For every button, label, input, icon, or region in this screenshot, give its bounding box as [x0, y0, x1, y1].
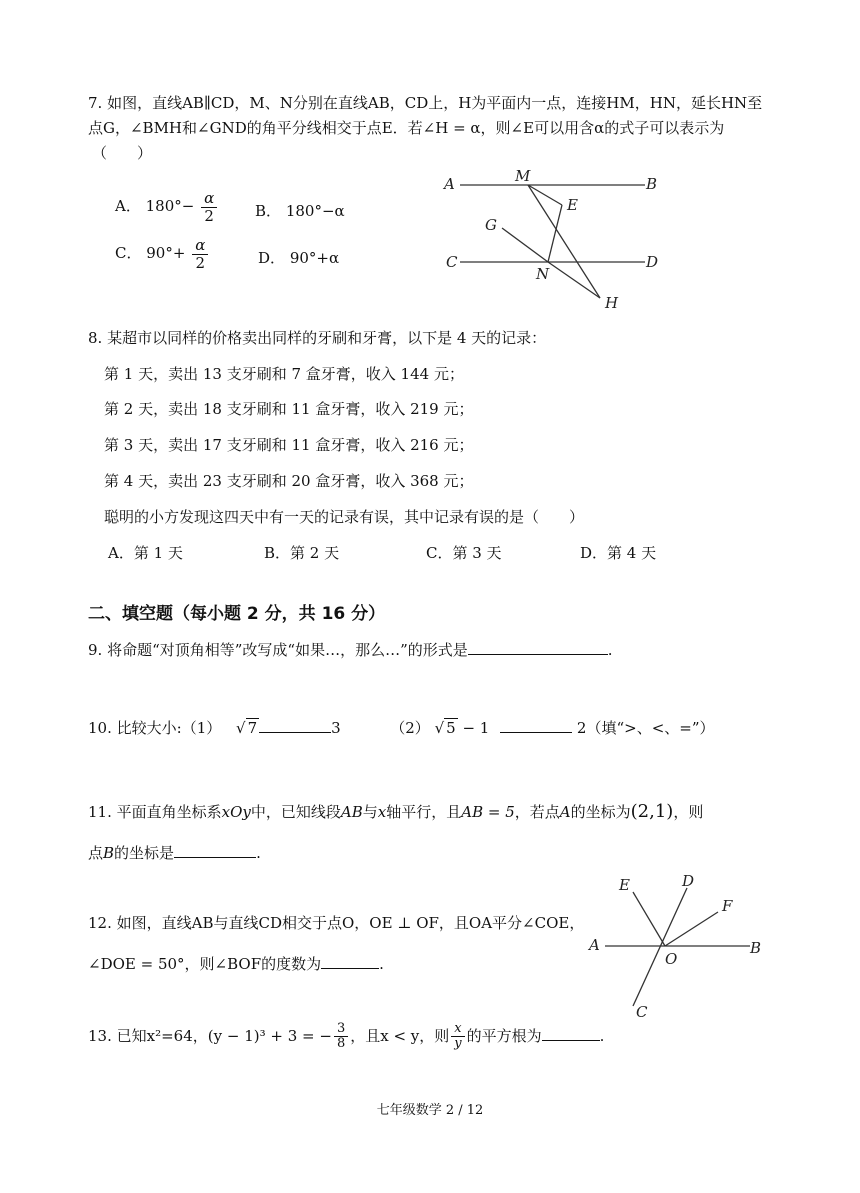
q12-answer-blank[interactable]	[321, 954, 379, 969]
q7-answer-paren: （ ）	[92, 144, 153, 162]
text: 平面直角坐标系	[116, 803, 222, 821]
q11-line1	[88, 801, 703, 822]
q8-option-c: C．第 3 天	[426, 544, 502, 562]
q11-number: 11.	[88, 803, 112, 821]
fraction-den: 2	[204, 206, 214, 225]
sqrt-7: √ 7	[236, 719, 258, 737]
segment-en	[548, 205, 562, 262]
q12-line1	[88, 912, 584, 933]
text: .	[379, 955, 384, 973]
q7-option-d	[258, 247, 339, 268]
fraction	[201, 190, 217, 224]
text: .	[599, 1026, 605, 1045]
radicand: 7	[247, 719, 258, 737]
q12-number: 12.	[88, 914, 112, 932]
q8-number: 8.	[88, 329, 103, 347]
text: B	[103, 844, 115, 862]
q12-text: ∠DOE = 50°，则∠BOF的度数为	[88, 955, 322, 973]
label-e: E	[619, 876, 630, 894]
text: AB = 5	[461, 803, 515, 821]
q10	[88, 717, 715, 738]
fraction	[192, 237, 208, 271]
q11-line2	[88, 842, 261, 863]
q8-option-a: A．第 1 天	[108, 544, 183, 562]
text: (2,1)	[630, 801, 674, 822]
q9-answer-blank[interactable]	[468, 640, 608, 655]
label-a: A	[444, 175, 455, 193]
label-m: M	[515, 167, 531, 185]
text: ，若点	[514, 803, 560, 821]
text: 轴平行，且	[386, 803, 462, 821]
q12-text: 如图，直线AB与直线CD相交于点O，OE ⊥ OF，且OA平分∠COE，	[116, 914, 585, 932]
q7-line1	[88, 92, 762, 113]
q12-line2	[88, 953, 384, 974]
label-b: B	[750, 939, 762, 957]
label-g: G	[485, 216, 497, 234]
fraction-num: α	[192, 237, 208, 255]
segment-me	[528, 185, 562, 205]
label-o: O	[665, 950, 678, 968]
q9-number: 9.	[88, 641, 103, 659]
option-text: 90°+	[146, 244, 186, 262]
fraction-den: 8	[336, 1036, 346, 1052]
q7-option-b	[255, 200, 345, 221]
q9-text: 将命题“对顶角相等”改写成“如果…，那么…”的形式是	[107, 641, 468, 659]
q10-compare-2: 2（填“>、<、=”）	[576, 719, 715, 737]
page-footer: 七年级数学 2 / 12	[376, 1103, 484, 1118]
q8-record-3: 第 3 天，卖出 17 支牙刷和 11 盒牙膏，收入 216 元；	[104, 436, 474, 454]
q10-minus: − 1	[462, 719, 490, 737]
fraction-num: x	[451, 1022, 464, 1037]
text: xOy	[221, 803, 251, 821]
text: .	[256, 844, 261, 862]
q13-number: 13.	[88, 1026, 112, 1045]
label-d: D	[646, 253, 659, 271]
q7-option-c	[115, 237, 210, 271]
q7-figure	[440, 165, 670, 315]
option-label: C．	[115, 244, 142, 262]
option-text: 180°−α	[285, 202, 345, 220]
text: 中，已知线段	[250, 803, 341, 821]
fraction-num: 3	[334, 1022, 348, 1037]
q10-blank-2[interactable]	[500, 718, 572, 733]
fraction-den: 2	[195, 253, 206, 272]
q13	[88, 1022, 604, 1052]
q13-text: ，且x < y，则	[350, 1026, 450, 1045]
section-title: 二、填空题（每小题 2 分，共 16 分）	[88, 604, 386, 624]
label-b: B	[646, 175, 658, 193]
q8-record-1: 第 1 天，卖出 13 支牙刷和 7 盒牙膏，收入 144 元；	[104, 365, 464, 383]
q10-part2: （2）	[390, 719, 430, 737]
ray-oe	[633, 892, 665, 946]
radicand: 5	[446, 719, 456, 737]
q9-end: .	[607, 641, 613, 659]
q13-text: 已知x²=64，(y − 1)³ + 3 = −	[116, 1026, 332, 1045]
q8-stem-text: 某超市以同样的价格卖出同样的牙刷和牙膏，以下是 4 天的记录：	[107, 329, 547, 347]
label-a: A	[589, 936, 600, 954]
text: AB	[340, 803, 363, 821]
option-text: 90°+α	[289, 249, 340, 267]
fraction-3-8	[334, 1022, 348, 1052]
q8-option-b: B．第 2 天	[264, 544, 340, 562]
label-h: H	[605, 294, 619, 312]
q7-number: 7.	[88, 94, 103, 112]
label-f: F	[722, 897, 733, 915]
q10-compare-1: 3	[331, 719, 341, 737]
q9	[88, 639, 613, 660]
q7-stem-line2: 点G，∠BMH和∠GND的角平分线相交于点E．若∠H = α，则∠E可以用含α的式子可以表示为	[88, 119, 725, 137]
q11-answer-blank[interactable]	[174, 843, 256, 858]
sqrt-5: √ 5	[434, 719, 456, 737]
text: 与	[362, 803, 378, 821]
option-label: B．	[255, 202, 282, 220]
q10-prefix: 比较大小:（1）	[116, 719, 222, 737]
q8-record-4: 第 4 天，卖出 23 支牙刷和 20 盒牙膏，收入 368 元；	[104, 472, 474, 490]
q13-answer-blank[interactable]	[542, 1026, 600, 1041]
label-d: D	[682, 872, 695, 890]
label-e: E	[567, 196, 578, 214]
fraction-den: y	[454, 1036, 462, 1052]
q8-record-2: 第 2 天，卖出 18 支牙刷和 11 盒牙膏，收入 219 元；	[104, 400, 474, 418]
q7-stem-line1: 如图，直线AB∥CD，M、N分别在直线AB，CD上，H为平面内一点，连接HM，HN，延长HN至	[107, 94, 763, 112]
text: 的坐标为	[570, 803, 631, 821]
option-label: A．	[115, 197, 141, 215]
q8-question: 聪明的小方发现这四天中有一天的记录有误，其中记录有误的是（ ）	[104, 508, 585, 526]
segment-ng	[502, 228, 548, 262]
fraction-num: α	[201, 190, 217, 208]
text: 点	[88, 844, 104, 862]
text: x	[377, 803, 387, 821]
q10-number: 10.	[88, 719, 112, 737]
text: A	[559, 803, 571, 821]
label-c: C	[636, 1003, 648, 1021]
label-n: N	[536, 265, 550, 283]
text: 的坐标是	[114, 844, 175, 862]
fraction-x-y	[451, 1022, 464, 1052]
q13-text: 的平方根为	[466, 1026, 542, 1045]
option-text: 180°−	[145, 197, 195, 215]
q7-option-a	[115, 190, 219, 224]
q12-figure	[585, 870, 770, 1022]
segment-hn	[548, 262, 600, 298]
q8-stem	[88, 327, 546, 348]
option-label: D．	[258, 249, 286, 267]
label-c: C	[446, 253, 458, 271]
ray-of	[665, 912, 718, 946]
q8-option-d: D．第 4 天	[580, 544, 657, 562]
q10-blank-1[interactable]	[259, 718, 331, 733]
text: ，则	[673, 803, 704, 821]
